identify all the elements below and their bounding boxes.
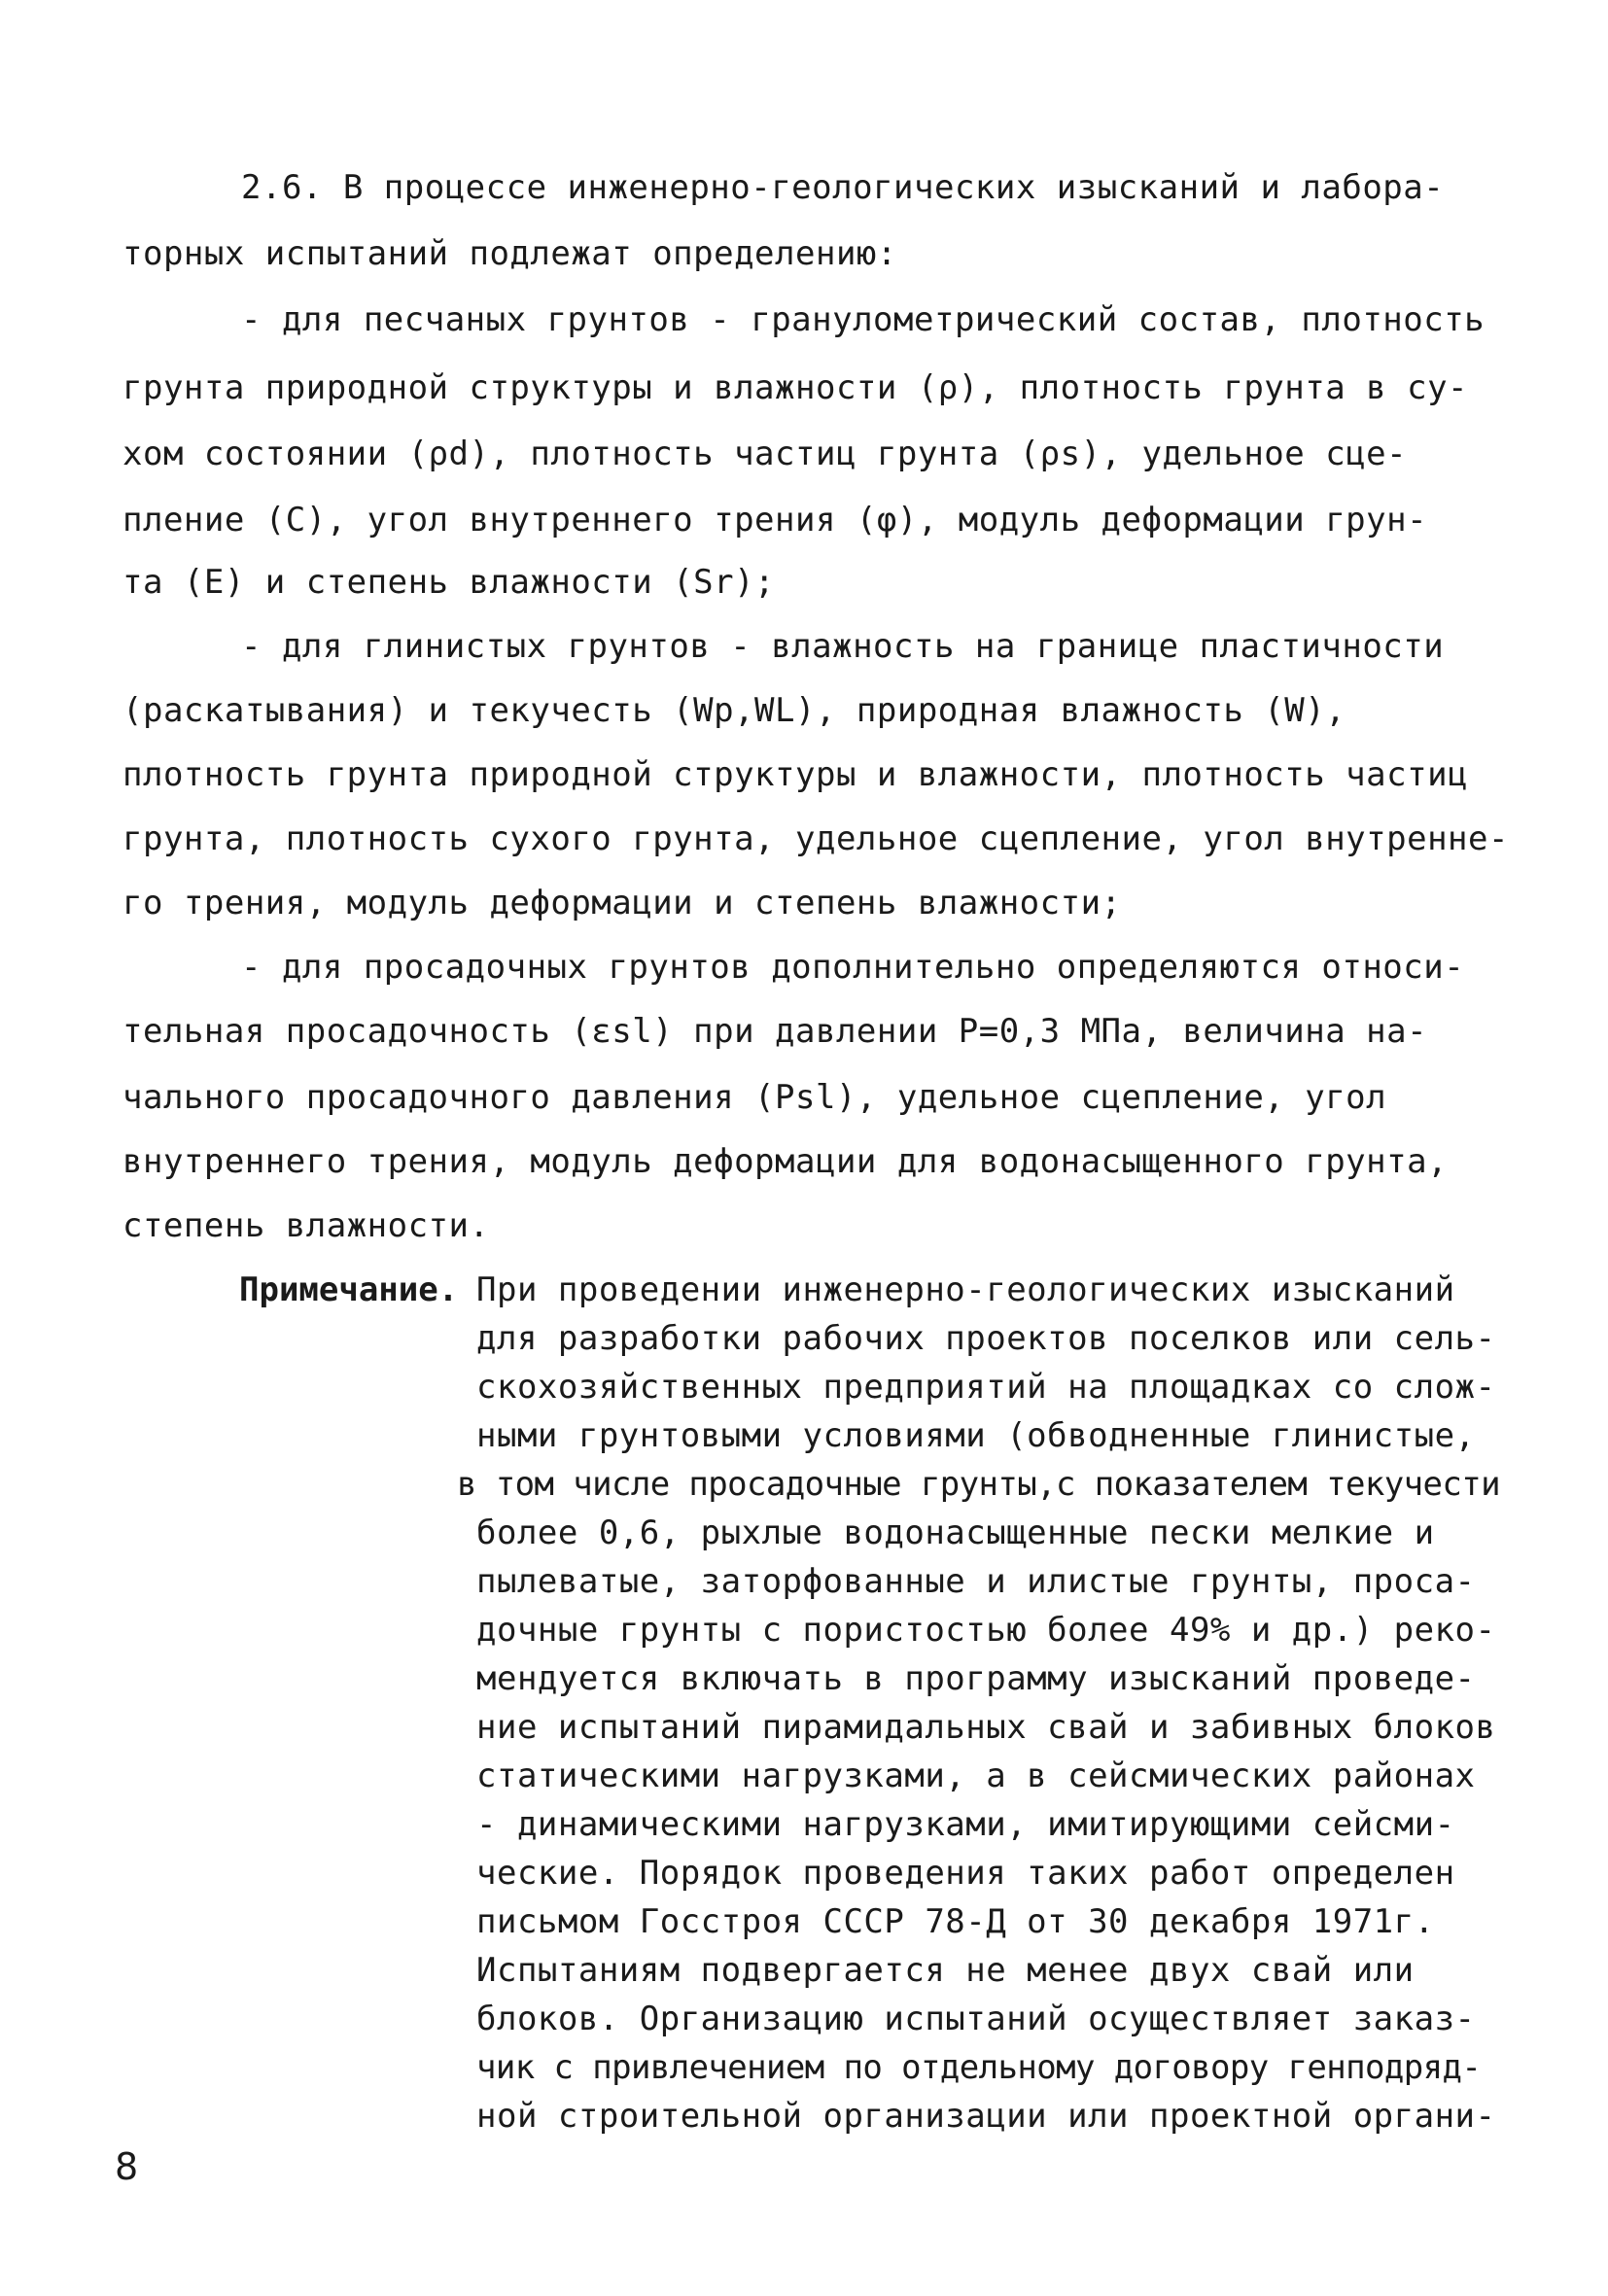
clay-item-line-4: грунта, плотность сухого грунта, удельное сцепление, угол внутренне-: [122, 819, 1509, 858]
loess-item-line-1: - для просадочных грунтов дополнительно определяются относи-: [241, 948, 1465, 987]
loess-item-line-2: тельная просадочность (εsl) при давлении Р=0,3 МПа, величина на-: [122, 1012, 1428, 1051]
clay-item-line-1: - для глинистых грунтов - влажность на границе пластичности: [241, 627, 1445, 666]
note-line-9: мендуется включать в программу изысканий проведе-: [476, 1659, 1476, 1698]
clay-item-line-3: плотность грунта природной структуры и влажности, плотность частиц: [122, 755, 1469, 794]
note-line-12: - динамическими нагрузками, имитирующими сейсми-: [476, 1805, 1455, 1844]
note-line-3: скохозяйственных предприятий на площадках со слож-: [476, 1368, 1496, 1407]
paragraph-2-6-line-2: торных испытаний подлежат определению:: [122, 234, 897, 273]
page-number: 8: [115, 2145, 139, 2188]
note-line-14: письмом Госстроя СССР 78-Д от 30 декабря 1971г.: [476, 1902, 1435, 1941]
note-line-11: статическими нагрузками, а в сейсмических районах: [476, 1757, 1476, 1795]
sand-item-line-3: хом состоянии (ρd), плотность частиц грунта (ρs), удельное сце-: [122, 435, 1408, 473]
note-line-16: блоков. Организацию испытаний осуществляет заказ-: [476, 2000, 1476, 2038]
sand-item-line-5: та (E) и степень влажности (Sr);: [122, 563, 776, 602]
note-line-6: более 0,6, рыхлые водонасыщенные пески мелкие и: [476, 1513, 1435, 1552]
note-label: Примечание.: [239, 1270, 459, 1309]
clay-item-line-5: го трения, модуль деформации и степень влажности;: [122, 884, 1122, 922]
note-line-2: для разработки рабочих проектов поселков или сель-: [476, 1319, 1496, 1358]
note-line-18: ной строительной организации или проектной органи-: [476, 2097, 1496, 2136]
note-line-7: пылеватые, заторфованные и илистые грунты, проса-: [476, 1562, 1476, 1601]
clay-item-line-2: (раскатывания) и текучесть (Wp,WL), природная влажность (W),: [122, 691, 1346, 730]
note-line-15: Испытаниям подвергается не менее двух свай или: [476, 1951, 1415, 1990]
loess-item-line-3: чального просадочного давления (Psl), удельное сцепление, угол: [122, 1078, 1387, 1117]
sand-item-line-1: - для песчаных грунтов - гранулометрический состав, плотность: [241, 300, 1486, 339]
paragraph-2-6-line-1: 2.6. В процессе инженерно-геологических изысканий и лабора-: [241, 168, 1445, 207]
sand-item-line-4: пление (C), угол внутреннего трения (φ), модуль деформации грун-: [122, 501, 1428, 539]
sand-item-line-2: грунта природной структуры и влажности (ρ), плотность грунта в су-: [122, 368, 1469, 407]
note-line-5: в том числе просадочные грунты,с показателем текучести: [457, 1465, 1500, 1504]
note-line-1: При проведении инженерно-геологических изысканий: [476, 1270, 1455, 1309]
loess-item-line-5: степень влажности.: [122, 1206, 490, 1245]
note-line-10: ние испытаний пирамидальных свай и забивных блоков: [476, 1708, 1496, 1747]
note-line-13: ческие. Порядок проведения таких работ определен: [476, 1854, 1455, 1893]
loess-item-line-4: внутреннего трения, модуль деформации для водонасыщенного грунта,: [122, 1142, 1449, 1181]
note-line-4: ными грунтовыми условиями (обводненные глинистые,: [476, 1416, 1476, 1455]
note-line-17: чик с привлечением по отдельному договору генподряд-: [476, 2048, 1482, 2087]
note-line-8: дочные грунты с пористостью более 49% и др.) реко-: [476, 1611, 1496, 1650]
